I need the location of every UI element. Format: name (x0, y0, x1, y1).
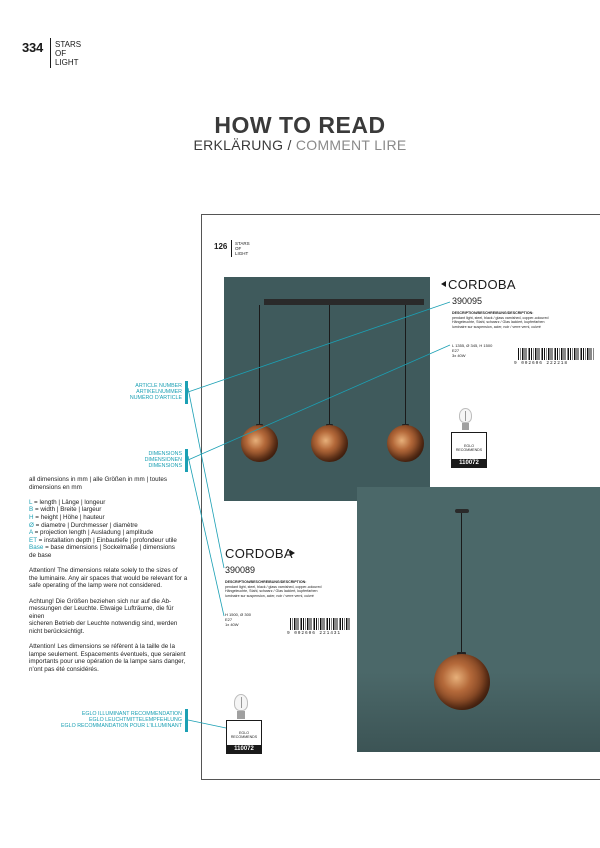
pendant-cord (405, 305, 406, 426)
legend-line: importants pour une opération de la lampe sans danger, (29, 658, 186, 666)
legend-line: all dimensions in mm | alle Größen in mm | toutes (29, 476, 168, 483)
product-1-barcode-digits: 9 002606 222218 (514, 361, 569, 366)
product-photo-1 (224, 277, 430, 501)
legend-line: Attention! The dimensions relate solely to the sizes of (29, 567, 178, 575)
legend-line: n'ont pas été considérés. (29, 665, 99, 673)
recommendation-code: 110072 (226, 745, 262, 754)
legend-key-text: = length | Länge | longeur (32, 498, 106, 506)
callout-line: NUMÉRO D'ARTICLE (129, 395, 182, 402)
legend-key-text: = diametre | Durchmesser | diamètre (33, 521, 138, 529)
page-title: HOW TO READ (214, 112, 386, 138)
copper-globe (434, 654, 490, 710)
callout-line: EGLO ILLUMINANT RECOMMENDATION (81, 711, 182, 717)
bulb-base (462, 423, 469, 430)
callout-illuminant (20, 711, 182, 730)
brand-line: STARS (235, 241, 250, 246)
legend-key-text: = base dimensions | Sockelmaße | dimensions (43, 544, 175, 552)
legend-key-row (29, 522, 189, 530)
legend-line: sicheren Betrieb der Leuchte notwendig sind, werden (29, 620, 178, 628)
recommendation-label (451, 444, 487, 452)
pendant-cord (329, 305, 330, 426)
copper-globe (241, 425, 278, 462)
brand-line: LIGHT (55, 58, 79, 67)
legend-key-text: = projection length | Ausladung | amplitude (32, 529, 154, 537)
legend-key-text: = height | Höhe | hauteur (33, 513, 105, 521)
brand-line: OF (55, 49, 67, 58)
product-1-specs (452, 343, 492, 358)
bulb-filament (465, 411, 466, 421)
reco-line: RECOMMENDS (230, 735, 258, 739)
subtitle-french: COMMENT LIRE (295, 137, 407, 153)
bulb-base (237, 711, 245, 719)
attention-french (29, 643, 189, 673)
legend-line: de base (29, 551, 52, 559)
callout-bar (185, 381, 188, 404)
legend-key: H (29, 513, 34, 521)
legend-line: Attention! Les dimensions se réfèrent à la taille de la (29, 643, 175, 651)
legend-key-text: = width | Breite | largeur (33, 506, 102, 514)
brand-line: OF (235, 246, 242, 251)
ceiling-bar (264, 299, 424, 305)
triangle-right-icon (290, 550, 295, 556)
product-2-barcode (290, 618, 350, 630)
product-2-specs (225, 612, 251, 627)
legend-intro (29, 476, 189, 491)
callout-bar (185, 449, 188, 472)
legend-key-row (29, 514, 189, 522)
callout-dimensions (60, 451, 182, 470)
legend-line: nicht berücksichtigt. (29, 627, 85, 635)
product-1-description (452, 311, 600, 329)
product-1-code: 390095 (452, 296, 483, 306)
description-label: DESCRIPTION/BESCHREIBUNG/DESCRIPTION: (225, 580, 307, 584)
product-2-description (225, 580, 355, 598)
legend-key-row (29, 499, 189, 507)
reco-line: EGLO (239, 731, 249, 735)
callout-line: ARTIKELNUMMER (136, 389, 182, 396)
bulb-filament (241, 697, 242, 708)
triangle-left-icon (441, 281, 446, 287)
callout-line: ARTICLE NUMBER (135, 383, 182, 389)
callout-line: EGLO LEUCHTMITTELEMPFEHLUNG (88, 717, 182, 724)
brand-line: STARS (55, 40, 82, 49)
product-1-barcode (518, 348, 594, 360)
header-divider (50, 38, 51, 68)
spec-dimensions: H 1500, Ø 300 (225, 612, 252, 617)
description-line: Hängeleuchte, Stahl, schwarz / Glas lackiert, kupferfarben (452, 320, 545, 325)
legend-key-row (29, 537, 189, 545)
spec-wattage: 1x 40W (225, 622, 239, 627)
pendant-cord (461, 513, 462, 654)
spec-socket: E27 (452, 348, 460, 353)
callout-article-number (60, 383, 182, 402)
description-line: pendant light, steel, black / glass varnished, copper-coloured (452, 315, 549, 320)
attention-german (29, 598, 189, 636)
ceiling-rose (455, 509, 469, 513)
legend-line: lampe seulement. Espacements éventuels, que seraient (29, 650, 186, 658)
legend-key: A (29, 529, 33, 537)
page-number: 334 (22, 40, 44, 55)
dimensions-legend (29, 476, 189, 681)
legend-key-row (29, 544, 189, 552)
product-photo-2 (357, 487, 600, 752)
attention-english (29, 567, 189, 590)
legend-keys (29, 499, 189, 560)
sample-header-divider (231, 240, 232, 257)
reco-line: EGLO (464, 444, 474, 448)
callout-line: DIMENSIONEN (144, 457, 182, 464)
legend-key: Ø (29, 521, 34, 529)
legend-line: the luminaire. Any air spaces that would be relevant for a (29, 574, 188, 582)
product-1-name: CORDOBA (448, 277, 516, 292)
spec-dimensions: L 1355, Ø 345, H 1500 (452, 343, 493, 348)
pendant-cord (259, 305, 260, 426)
legend-key: ET (29, 536, 37, 544)
reco-line: RECOMMENDS (455, 448, 483, 452)
legend-line: dimensions en mm (29, 483, 82, 491)
description-line: luminaire sur suspension, acier, noir / verre verni, cuivré (225, 593, 314, 598)
legend-line: Achtung! Die Größen beziehen sich nur auf die Ab- (29, 597, 172, 605)
brand-label (55, 40, 81, 67)
legend-key: L (29, 498, 33, 506)
callout-line: DIMENSIONS (148, 463, 182, 470)
legend-key-row (29, 529, 189, 537)
legend-key-text: = installation depth | Einbautiefe | profondeur utile (36, 536, 177, 544)
product-2-code: 390089 (225, 565, 256, 575)
brand-line: LIGHT (235, 251, 249, 256)
legend-line: safe operating of the lamp were not considered. (29, 582, 163, 590)
subtitle-german: ERKLÄRUNG / (193, 137, 296, 153)
callout-bar (185, 709, 188, 732)
sample-page-number: 126 (214, 242, 228, 251)
product-2-barcode-digits: 9 002606 221431 (287, 631, 342, 636)
legend-key-row (29, 506, 189, 514)
spec-wattage: 3x 40W (452, 353, 466, 358)
description-line: pendant light, steel, black / glass varnished, copper-coloured (225, 584, 322, 589)
callout-line: EGLO RECOMMANDATION POUR L'ILLUMINANT (61, 723, 182, 730)
recommendation-label (226, 731, 262, 739)
legend-line: messungen der Leuchte. Etwaige Lufträume, die für einen (29, 605, 174, 620)
recommendation-code: 110072 (451, 459, 487, 468)
copper-globe (387, 425, 424, 462)
sample-brand-label (235, 241, 250, 256)
description-line: Hängeleuchte, Stahl, schwarz / Glas lackiert, kupferfarben (225, 589, 318, 594)
description-label: DESCRIPTION/BESCHREIBUNG/DESCRIPTION: (452, 311, 534, 315)
product-2-name: CORDOBA (225, 546, 293, 561)
legend-key: B (29, 506, 34, 514)
legend-key: Base (29, 544, 44, 552)
description-line: luminaire sur suspension, acier, noir / verre verni, cuivré (452, 324, 541, 329)
callout-line: DIMENSIONS (148, 451, 182, 457)
copper-globe (311, 425, 348, 462)
spec-socket: E27 (225, 617, 233, 622)
page-subtitle (0, 137, 600, 153)
